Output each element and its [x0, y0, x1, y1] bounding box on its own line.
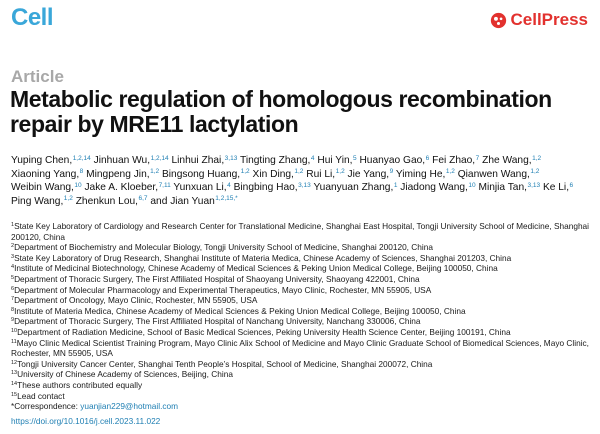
author-affiliation-sup[interactable]: 1,2 — [240, 168, 250, 175]
author-name-text: Yunxuan Li, — [173, 182, 227, 193]
affiliation-text: Department of Molecular Pharmacology and Experimental Therapeutics, Mayo Clinic, Rochester, MN 55905, USA — [14, 284, 432, 295]
article-title: Metabolic regulation of homologous recombination repair by MRE11 lactylation — [10, 86, 552, 137]
affiliation-number: 13 — [11, 370, 18, 377]
author-name-text: Bingsong Huang, — [161, 168, 241, 180]
author-name-text: Hui Yin, — [317, 155, 353, 166]
author-name — [173, 182, 230, 193]
author-name — [84, 182, 170, 193]
affiliation-text: Department of Biochemistry and Molecular Biology, Tongji University School of Medicine, Shanghai 200120, China — [14, 242, 433, 253]
author-affiliation-sup[interactable]: 8 — [79, 168, 84, 175]
author-name-text: Xiaoning Yang, — [11, 168, 80, 180]
affiliation-number: 1 — [11, 222, 15, 229]
affiliation-item — [11, 327, 594, 338]
author-affiliation-sup[interactable]: 7 — [475, 154, 480, 162]
author-affiliation-sup[interactable]: 1,2 — [532, 154, 542, 162]
correspondence-label: *Correspondence: — [11, 401, 81, 412]
author-affiliation-sup[interactable]: 1,2,15,* — [215, 195, 238, 202]
author-affiliation-sup[interactable]: 3,13 — [298, 181, 311, 189]
author-affiliation-sup[interactable]: 6 — [425, 154, 430, 162]
author-name-text: Ping Wang, — [11, 195, 64, 207]
author-affiliation-sup[interactable]: 4 — [310, 154, 315, 162]
author-name — [11, 196, 73, 207]
author-name — [94, 155, 169, 166]
author-name — [11, 169, 83, 180]
author-name-text: Mingpeng Jin, — [86, 168, 150, 180]
author-affiliation-sup[interactable]: 6,7 — [138, 195, 148, 202]
doi-link[interactable]: https://doi.org/10.1016/j.cell.2023.11.022 — [11, 416, 161, 426]
affiliation-text: University of Chinese Academy of Sciences, Beijing, China — [17, 369, 233, 380]
author-name — [317, 155, 356, 166]
author-affiliation-sup[interactable]: 7,11 — [158, 181, 171, 189]
author-name-text: Jiadong Wang, — [400, 182, 468, 193]
author-name-text: Zhenkun Lou, — [75, 195, 138, 207]
author-name-text: Yuanyuan Zhang, — [313, 182, 394, 193]
author-name — [11, 182, 82, 193]
affiliation-item — [11, 338, 594, 359]
author-name-text: Qianwen Wang, — [457, 168, 530, 180]
author-affiliation-sup[interactable]: 1,2,14 — [150, 154, 169, 162]
affiliation-text: Department of Oncology, Mayo Clinic, Rochester, MN 55905, USA — [14, 295, 258, 306]
article-type-label: Article — [11, 67, 64, 86]
author-name-text: Ke Li, — [542, 182, 570, 193]
affiliation-number: 14 — [11, 381, 18, 388]
author-name — [458, 169, 540, 180]
author-name-text: and Jian Yuan — [150, 195, 215, 207]
author-name — [432, 155, 479, 166]
author-name-text: Huanyao Gao, — [359, 155, 426, 166]
publisher-logo — [490, 10, 589, 30]
affiliation-text: State Key Laboratory of Cardiology and Research Center for Translational Medicine, Shanghai East Hospital, Tongji University School of Medicine, Shanghai 200120, China — [11, 221, 590, 242]
affiliation-number: 6 — [11, 285, 15, 292]
author-affiliation-sup[interactable]: 10 — [468, 181, 476, 189]
author-name — [396, 169, 455, 180]
author-name — [162, 169, 250, 180]
cellpress-icon — [490, 12, 507, 29]
affiliation-text: Mayo Clinic Medical Scientist Training Program, Mayo Clinic Alix School of Medicine and Mayo Clinic Graduate School of Biomedical Sciences, Mayo Clinic, Rochester, MN 55905, USA — [11, 337, 589, 359]
affiliation-number: 12 — [11, 359, 18, 366]
affiliation-item — [11, 380, 594, 391]
author-affiliation-sup[interactable]: 3,13 — [527, 181, 541, 189]
author-name — [86, 169, 159, 180]
author-name — [171, 155, 237, 166]
affiliation-item — [11, 253, 594, 264]
author-affiliation-sup[interactable]: 1,2 — [335, 168, 345, 175]
author-name — [359, 155, 429, 166]
author-affiliation-sup[interactable]: 6 — [569, 181, 574, 189]
affiliation-item — [11, 295, 594, 306]
author-affiliation-sup[interactable]: 1 — [393, 181, 398, 189]
journal-logo: Cell — [11, 4, 54, 31]
author-name — [478, 182, 540, 193]
affiliation-number: 7 — [11, 296, 15, 303]
affiliation-number: 3 — [11, 253, 15, 260]
author-affiliation-sup[interactable]: 1,2 — [445, 168, 455, 175]
affiliation-number: 5 — [11, 275, 15, 282]
author-name-text: Weibin Wang, — [11, 182, 74, 193]
correspondence-line — [11, 401, 594, 412]
author-affiliation-sup[interactable]: 1,2 — [150, 168, 160, 175]
affiliation-text: Institute of Materia Medica, Chinese Academy of Medical Sciences & Peking Union Medical College, Beijing 100050, China — [14, 305, 466, 316]
author-affiliation-sup[interactable]: 1,2 — [294, 168, 304, 175]
author-name-text: Tingting Zhang, — [239, 155, 311, 166]
author-name — [348, 169, 394, 180]
affiliation-item — [11, 285, 594, 296]
author-name — [253, 169, 304, 180]
affiliation-item — [11, 274, 594, 285]
affiliation-item — [11, 359, 594, 370]
affiliation-text: Lead contact — [17, 390, 65, 401]
author-affiliation-sup[interactable]: 5 — [352, 154, 357, 162]
author-name-text: Jake A. Kloeber, — [84, 182, 159, 193]
affiliations-list — [11, 221, 594, 412]
author-name-text: Xin Ding, — [252, 168, 294, 180]
correspondence-email-link[interactable]: yuanjian229@hotmail.com — [80, 401, 179, 412]
affiliation-item — [11, 306, 594, 317]
author-name-text: Yiming He, — [395, 168, 446, 180]
author-affiliation-sup[interactable]: 4 — [227, 181, 231, 189]
author-name — [400, 182, 475, 193]
author-name-text: Linhui Zhai, — [171, 155, 225, 166]
author-name — [306, 169, 344, 180]
author-affiliation-sup[interactable]: 10 — [74, 181, 82, 189]
author-affiliation-sup[interactable]: 1,2,14 — [72, 154, 91, 162]
affiliation-text: Department of Thoracic Surgery, The First Affiliated Hospital of Shaoyang University, Shaoyang 422001, China — [14, 273, 420, 284]
affiliation-item — [11, 369, 594, 380]
author-name — [482, 155, 541, 166]
author-name — [240, 155, 315, 166]
author-affiliation-sup[interactable]: 9 — [389, 168, 394, 175]
affiliation-number: 8 — [11, 306, 15, 313]
author-name-text: Yuping Chen, — [11, 155, 73, 166]
affiliation-text: Department of Radiation Medicine, School of Basic Medical Sciences, Peking University Health Science Center, Beijing 100191, China — [17, 326, 511, 337]
publisher-name: CellPress — [510, 10, 588, 29]
author-name — [543, 182, 573, 193]
author-name — [234, 182, 311, 193]
affiliation-number: 9 — [11, 317, 15, 324]
page-header — [0, 0, 600, 40]
affiliation-number: 10 — [11, 328, 18, 335]
affiliation-item — [11, 242, 594, 253]
affiliation-item — [11, 221, 594, 242]
author-name — [313, 182, 397, 193]
affiliation-text: Tongji University Cancer Center, Shanghai Tenth People’s Hospital, School of Medicine, Shanghai 200072, China — [17, 358, 433, 369]
author-affiliation-sup[interactable]: 1,2 — [63, 195, 73, 202]
author-name-text: Fei Zhao, — [432, 155, 476, 166]
affiliation-item — [11, 391, 594, 402]
author-affiliation-sup[interactable]: 3,13 — [224, 154, 238, 162]
affiliation-number: 4 — [11, 264, 15, 271]
author-name-text: Jie Yang, — [347, 168, 390, 180]
author-list — [11, 154, 594, 208]
author-name-text: Jinhuan Wu, — [93, 155, 151, 166]
affiliation-number: 11 — [11, 338, 17, 345]
author-name-text: Minjia Tan, — [478, 182, 527, 193]
author-name — [76, 196, 148, 207]
affiliation-text: Institute of Medicinal Biotechnology, Chinese Academy of Medical Sciences & Peking Union Medical College, Beijing 100050, China — [14, 263, 498, 274]
affiliation-item — [11, 263, 594, 274]
affiliation-text: Department of Thoracic Surgery, The First Affiliated Hospital of Nanchang University, Nanchang 330006, China — [14, 316, 421, 327]
affiliation-number: 15 — [11, 391, 18, 398]
affiliation-text: These authors contributed equally — [17, 379, 143, 390]
affiliation-text: State Key Laboratory of Drug Research, Shanghai Institute of Materia Medica, Chinese Academy of Sciences, Shanghai 201203, China — [14, 252, 512, 263]
author-name — [150, 196, 237, 207]
affiliation-item — [11, 316, 594, 327]
author-name-text: Zhe Wang, — [482, 155, 532, 166]
author-name-text: Bingbing Hao, — [233, 182, 298, 193]
author-name-text: Rui Li, — [306, 168, 336, 180]
affiliation-number: 2 — [11, 243, 15, 250]
author-name — [11, 155, 91, 166]
author-affiliation-sup[interactable]: 1,2 — [530, 168, 540, 175]
